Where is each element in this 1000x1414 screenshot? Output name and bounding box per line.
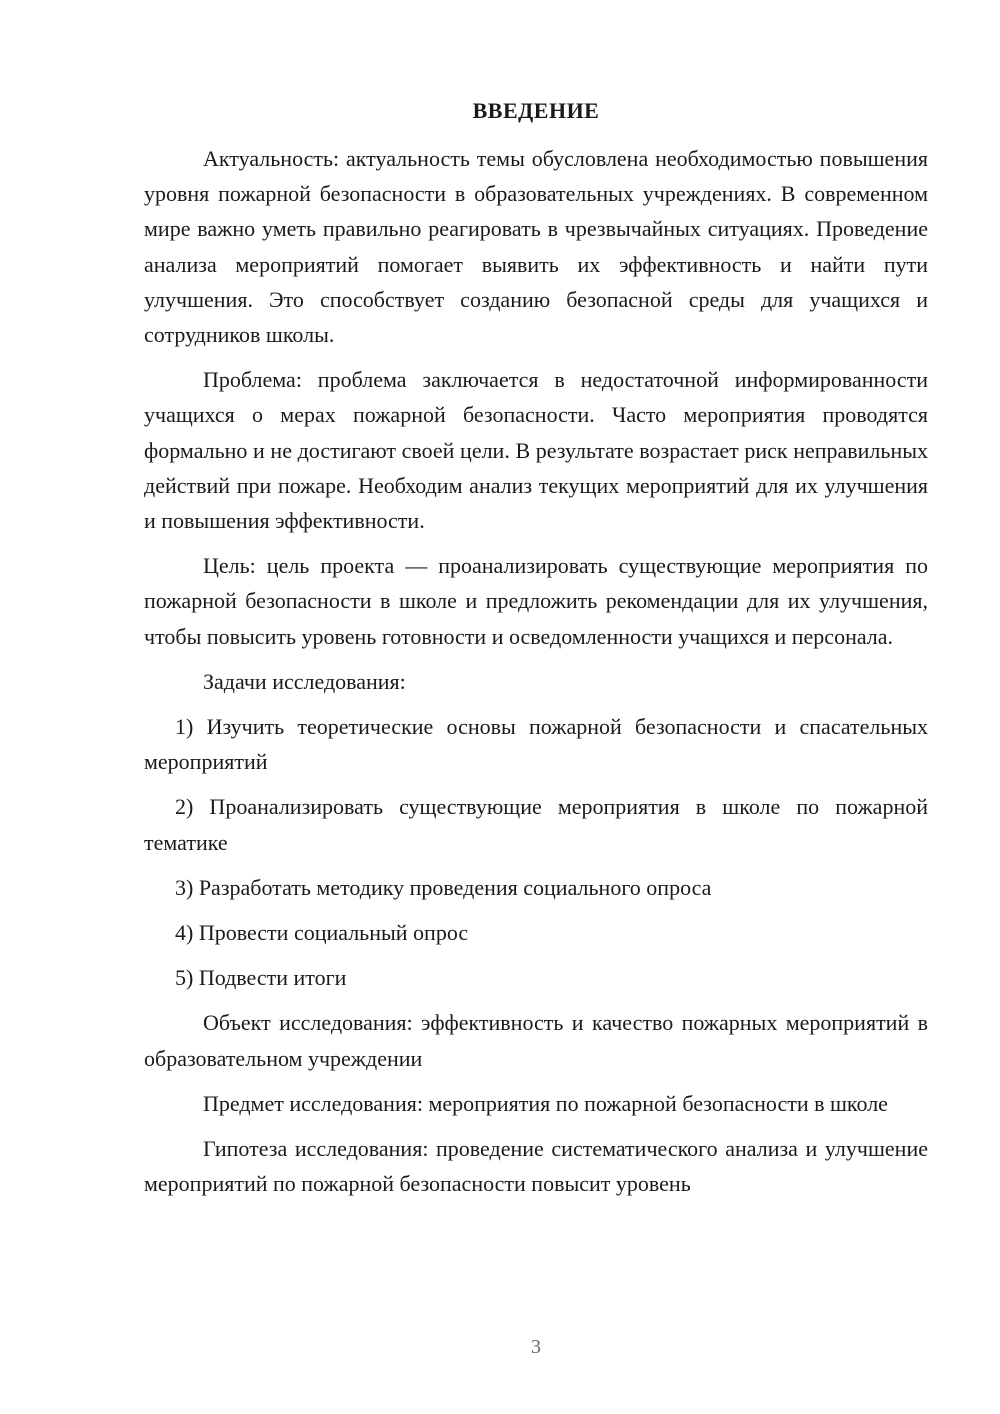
task-item: 5) Подвести итоги [175,965,347,991]
section-title [0,96,1000,126]
task-item: 4) Провести социальный опрос [175,920,469,946]
task-item: 3) Разработать методику проведения социального опроса [175,874,712,900]
paragraph-goal: Цель: цель проекта — проанализировать существующие мероприятия по пожарной безопасности в школе и предложить рекомендации для их улучшения, чтобы повысить уровень готовности и осведомленности учащихся и персонала. [144,553,928,649]
paragraph-hypothesis: Гипотеза исследования: проведение систематического анализа и улучшение мероприятий по пожарной безопасности повысит уровень [144,1136,928,1197]
page-number-text: 3 [531,1336,541,1358]
paragraph-object: Объект исследования: эффективность и качество пожарных мероприятий в образовательном учреждении [144,1010,928,1071]
section-title-text: ВВЕДЕНИЕ [472,98,600,123]
task-item: 2) Проанализировать существующие мероприятия в школе по пожарной тематике [144,794,928,855]
page-number [0,1334,1000,1360]
paragraph-relevance: Актуальность: актуальность темы обусловлена необходимостью повышения уровня пожарной безопасности в образовательных учреждениях. В современном мире важно уметь правильно реагировать в чрезвычайных ситуациях. Проведение анализа мероприятий помогает выявить их эффективность и найти пути улучшения. Это способствует созданию безопасной среды для учащихся и сотрудников школы. [144,146,928,348]
task-item: 1) Изучить теоретические основы пожарной безопасности и спасательных мероприятий [144,714,928,775]
paragraph-subject: Предмет исследования: мероприятия по пожарной безопасности в школе [203,1090,888,1116]
paragraph-problem: Проблема: проблема заключается в недостаточной информированности учащихся о мерах пожарной безопасности. Часто мероприятия проводятся формально и не достигают своей цели. В результате возрастает риск неправильных действий при пожаре. Необходим анализ текущих мероприятий для их улучшения и повышения эффективности. [144,367,928,534]
document-body [144,141,928,1201]
paragraph-tasks-heading: Задачи исследования: [203,668,406,694]
